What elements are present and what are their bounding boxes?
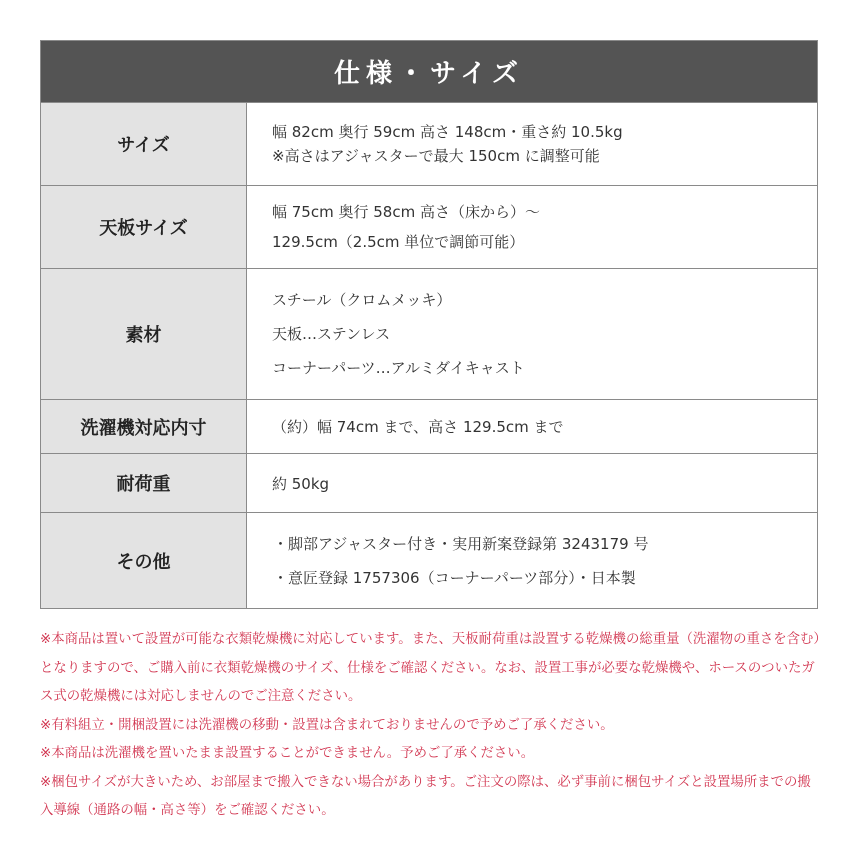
spec-value-line: 幅 82cm 奥行 59cm 高さ 148cm・重さ約 10.5kg	[272, 123, 623, 141]
spec-row-load-capacity	[41, 454, 817, 513]
spec-value-material	[247, 269, 817, 399]
spec-value-washer-dimensions	[247, 400, 817, 453]
note-text: ※有料組立・開梱設置には洗濯機の移動・設置は含まれておりませんので予めご了承ください。	[40, 717, 614, 733]
spec-value-other	[247, 513, 817, 608]
spec-value-size	[247, 103, 817, 185]
spec-value-line: ・意匠登録 1757306（コーナーパーツ部分）・日本製	[273, 568, 636, 587]
spec-label-size: サイズ	[41, 103, 247, 185]
spec-value-line: 天板…ステンレス	[272, 325, 391, 343]
spec-value-line: コーナーパーツ…アルミダイキャスト	[272, 359, 525, 377]
spec-value-load-capacity	[247, 454, 817, 512]
spec-label-other: その他	[41, 513, 247, 608]
spec-value-line: ※高さはアジャスターで最大 150cm に調整可能	[272, 147, 600, 165]
spec-value-top-size	[247, 186, 817, 268]
note-text: ※本商品は洗濯機を置いたまま設置することができません。予めご了承ください。	[40, 746, 535, 761]
notes-section	[40, 626, 822, 826]
spec-value-line: （約）幅 74cm まで、高さ 129.5cm まで	[272, 418, 564, 436]
spec-row-size	[41, 103, 817, 186]
spec-label-material: 素材	[41, 269, 247, 399]
spec-value-line: ・脚部アジャスター付き・実用新案登録第 3243179 号	[273, 534, 649, 553]
spec-label-load-capacity: 耐荷重	[41, 454, 247, 512]
spec-value-line: 幅 75cm 奥行 58cm 高さ（床から）〜	[272, 203, 540, 221]
spec-value-line: 約 50kg	[272, 474, 330, 493]
spec-value-line: スチール（クロムメッキ）	[272, 291, 452, 309]
spec-row-washer-dimensions	[41, 400, 817, 454]
spec-row-material	[41, 269, 817, 400]
spec-row-top-size	[41, 186, 817, 269]
spec-table-title: 仕様・サイズ	[41, 41, 817, 103]
spec-value-line: 129.5cm（2.5cm 単位で調節可能）	[272, 233, 525, 251]
spec-table	[40, 40, 818, 609]
spec-row-other	[41, 513, 817, 608]
spec-label-washer-dimensions: 洗濯機対応内寸	[41, 400, 247, 453]
note-text: ※本商品は置いて設置が可能な衣類乾燥機に対応しています。また、天板耐荷重は設置する乾燥機の総重量（洗濯物の重さを含む）となりますので、ご購入前に衣類乾燥機のサイズ、仕様をご確認ください。なお、設置工事が必要な乾燥機や、ホースのついたガス式の乾燥機には対応しませんのでご注意ください。	[40, 632, 821, 704]
note-text: ※梱包サイズが大きいため、お部屋まで搬入できない場合があります。ご注文の際は、必ず事前に梱包サイズと設置場所までの搬入導線（通路の幅・高さ等）をご確認ください。	[40, 774, 811, 818]
spec-label-top-size: 天板サイズ	[41, 186, 247, 268]
